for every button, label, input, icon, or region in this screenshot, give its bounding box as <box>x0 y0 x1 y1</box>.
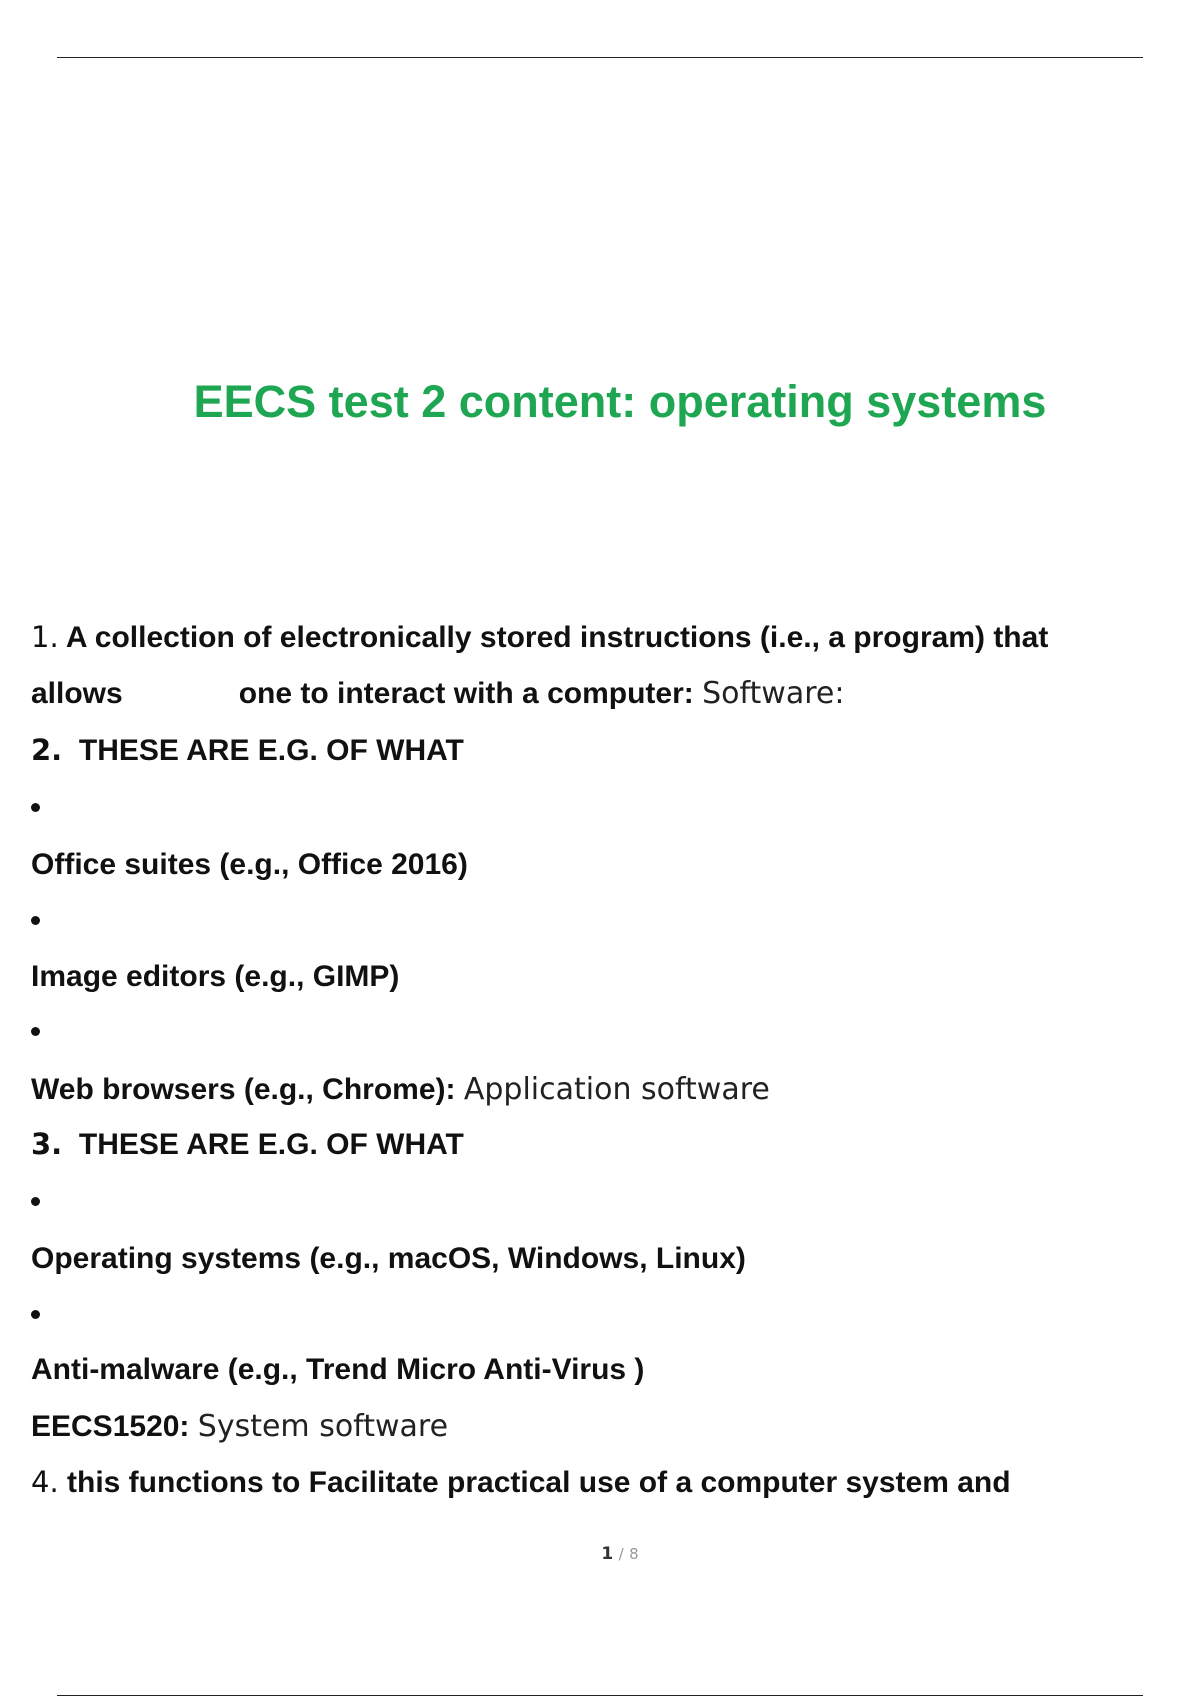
list-item-text: Image editors (e.g., GIMP) <box>31 960 400 993</box>
list-item <box>31 960 399 994</box>
question-text: A collection of electronically stored instructions (i.e., a program) that <box>65 621 1049 654</box>
item-3-answer <box>31 1409 448 1444</box>
answer-text: Application software <box>463 1072 770 1107</box>
list-item-text: Operating systems (e.g., macOS, Windows, Linux) <box>31 1242 746 1275</box>
question-text: one to interact with a computer: <box>238 677 694 710</box>
document-title: EECS test 2 content: operating systems <box>193 376 1047 427</box>
answer-text: System software <box>197 1409 449 1444</box>
top-rule <box>57 57 1143 58</box>
course-code: EECS1520: <box>31 1410 190 1443</box>
item-1-line-1 <box>31 620 1048 655</box>
list-item-text: Office suites (e.g., Office 2016) <box>31 848 468 881</box>
answer-text: Software: <box>702 676 845 711</box>
item-2-question <box>31 733 464 768</box>
list-item <box>31 1242 746 1276</box>
bullet-icon <box>31 1310 40 1319</box>
item-number: 3. <box>31 1127 63 1161</box>
bottom-rule <box>57 1695 1143 1696</box>
total-pages: 8 <box>629 1545 639 1563</box>
list-item <box>31 848 468 882</box>
item-number: 2. <box>31 733 63 767</box>
item-number: 4. <box>31 1465 59 1499</box>
list-item-text: Web browsers (e.g., Chrome): <box>31 1073 456 1106</box>
list-item-text: Anti-malware (e.g., Trend Micro Anti-Virus ) <box>31 1353 645 1386</box>
bullet-icon <box>31 916 40 925</box>
list-item <box>31 1353 644 1387</box>
page-indicator <box>0 1544 1200 1564</box>
page-separator: / <box>618 1545 624 1563</box>
item-1-line-2 <box>31 676 844 711</box>
question-text: allows <box>31 677 123 710</box>
question-text: THESE ARE E.G. OF WHAT <box>78 734 464 767</box>
bullet-icon <box>31 1027 40 1036</box>
item-4-question <box>31 1465 1011 1500</box>
bullet-icon <box>31 1197 40 1206</box>
question-text: this functions to Facilitate practical use of a computer system and <box>67 1466 1011 1499</box>
item-3-question <box>31 1127 464 1162</box>
current-page: 1 <box>601 1544 614 1564</box>
bullet-icon <box>31 803 40 812</box>
question-text: THESE ARE E.G. OF WHAT <box>78 1128 464 1161</box>
list-item <box>31 1072 770 1107</box>
item-number: 1. <box>31 620 59 654</box>
